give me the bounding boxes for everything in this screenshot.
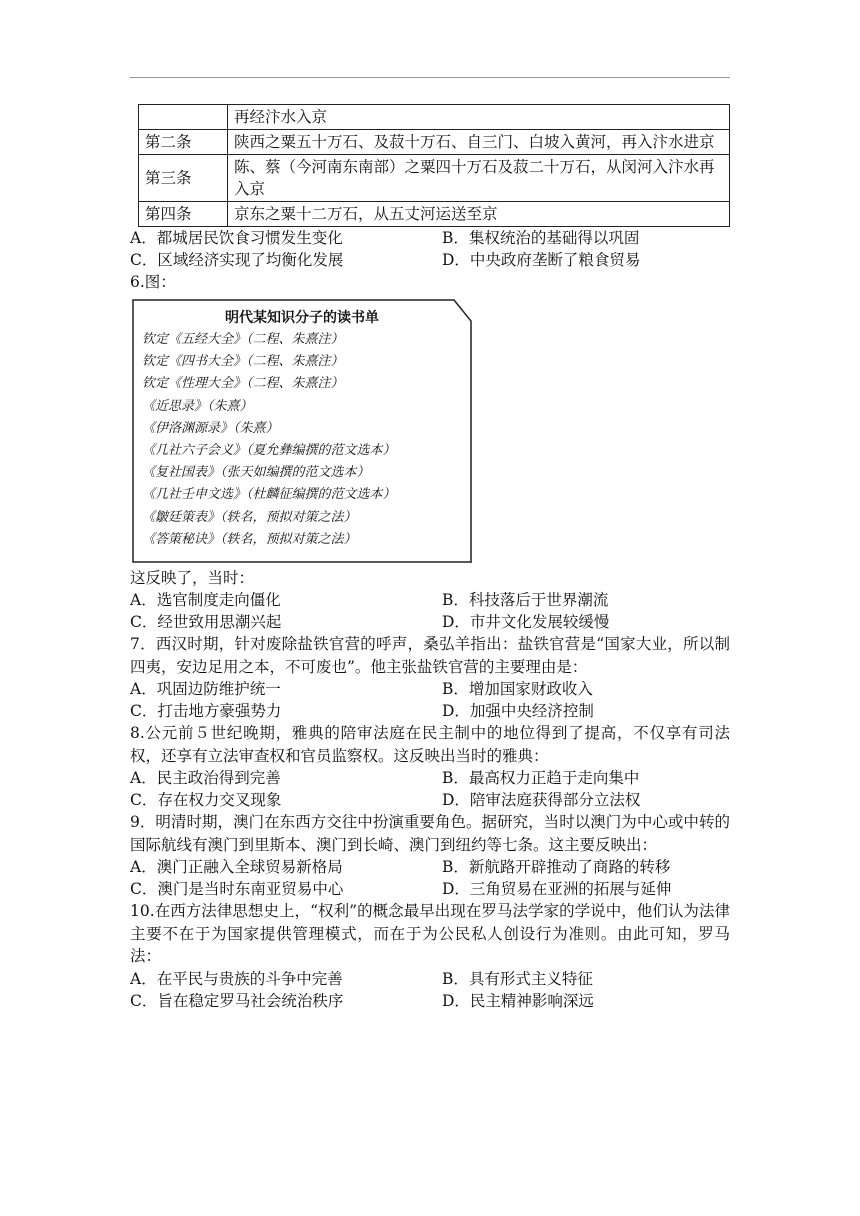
q8-stem: 8.公元前５世纪晚期，雅典的陪审法庭在民主制中的地位得到了提高，不仅享有司法权，还享有立法审查权和官员监察权。这反映出当时的雅典：: [130, 724, 730, 765]
q6-option-d: D．市井文化发展较缓慢: [442, 613, 610, 631]
figure-line: 《皺廷策表》（轶名，预拟对策之法）: [142, 509, 357, 525]
q6-option-c: C．经世致用思潮兴起: [130, 613, 282, 631]
q7-options-row-2: [130, 700, 730, 722]
q10-option-b: B．具有形式主义特征: [442, 969, 593, 988]
q10-options-row-2: [130, 990, 730, 1012]
q8-options-row-2: [130, 789, 730, 811]
q5-options-row-2: [130, 249, 730, 271]
q5-options-row-1: [130, 227, 730, 249]
figure-line: 钦定《五经大全》（二程、朱熹注）: [142, 332, 344, 347]
q9-option-b: B．新航路开辟推动了商路的转移: [442, 858, 671, 876]
figure-title: 明代某知识分子的读书单: [225, 310, 379, 326]
table-cell-label: [139, 105, 228, 130]
table-cell-label: 第四条: [139, 202, 228, 227]
figure-line: 《答策秘诀》（轶名，预拟对策之法）: [142, 531, 357, 547]
table-cell-text: 陈、蔡（今河南东南部）之粟四十万石及菽二十万石，从闵河入汴水再入京: [228, 155, 730, 202]
reading-list-figure: [132, 299, 472, 563]
q8-option-c: C．存在权力交叉现象: [130, 791, 282, 809]
q9-option-d: D．三角贸易在亚洲的拓展与延伸: [442, 880, 672, 898]
figure-line: 《复社国表》（张天如编撰的范文选本）: [142, 465, 370, 481]
q6-option-a: A．选官制度走向僵化: [130, 591, 281, 609]
table-cell-label: 第二条: [139, 130, 228, 155]
header-rule: [130, 77, 730, 78]
figure-line: 《伊洛渊源录》（朱熹）: [142, 420, 279, 436]
q7-option-a: A．巩固边防维护统一: [130, 680, 281, 698]
page-content: [130, 104, 730, 1012]
q6-stem: 6.图：: [130, 273, 176, 291]
q7-option-b: B．增加国家财政收入: [442, 680, 593, 698]
q8-option-a: A．民主政治得到完善: [130, 769, 281, 787]
q6-options-row-2: [130, 611, 730, 633]
q9-stem: 9．明清时期，澳门在东西方交往中扮演重要角色。据研究，当时以澳门为中心或中转的国际航线有澳门到里斯本、澳门到长崎、澳门到纽约等七条。这主要反映出：: [130, 813, 730, 854]
q9-options-row-2: [130, 878, 730, 900]
figure-line: 钦定《性理大全》（二程、朱熹注）: [142, 376, 344, 392]
figure-line: 《近思录》（朱熹）: [142, 398, 253, 414]
q7-options-row-1: [130, 678, 730, 700]
table-cell-text: 京东之粟十二万石，从五丈河运送至京: [228, 202, 730, 227]
q8-option-d: D．陪审法庭获得部分立法权: [442, 791, 641, 809]
table-row: [139, 155, 730, 202]
q8-option-b: B．最高权力正趋于走向集中: [442, 769, 640, 787]
q9-option-a: A．澳门正融入全球贸易新格局: [130, 858, 343, 876]
table-row: [139, 105, 730, 130]
q7-option-d: D．加强中央经济控制: [442, 702, 594, 720]
q8-options-row-1: [130, 767, 730, 789]
figure-content: [142, 307, 462, 551]
q9-option-c: C．澳门是当时东南亚贸易中心: [130, 880, 344, 898]
q7-option-c: C．打击地方豪强势力: [130, 702, 282, 720]
q10-option-c: C．旨在稳定罗马社会统治秩序: [130, 991, 344, 1010]
q6-option-b: B．科技落后于世界潮流: [442, 591, 609, 609]
q5-option-c: C．区域经济实现了均衡化发展: [130, 251, 344, 269]
figure-line: 《几社六子会义》（夏允彝编撰的范文选本）: [142, 443, 396, 459]
q10-stem: 10.在西方法律思想史上，“权利”的概念最早出现在罗马法学家的学说中，他们认为法律主要不在于为国家提供管理模式，而在于为公民私人创设行为准则。由此可知，罗马法：: [130, 902, 730, 965]
grain-transport-table: [138, 104, 730, 227]
q9-options-row-1: [130, 856, 730, 878]
table-row: [139, 202, 730, 227]
q7-stem: 7．西汉时期，针对废除盐铁官营的呼声，桑弘羊指出：盐铁官营是“国家大业，所以制四夷，安边足用之本，不可废也”。他主张盐铁官营的主要理由是：: [130, 635, 730, 676]
q5-option-a: A．都城居民饮食习惯发生变化: [130, 229, 343, 247]
figure-line: 《几社壬申文选》（杜麟征编撰的范文选本）: [142, 487, 396, 503]
q6-after-text: 这反映了，当时：: [130, 569, 255, 587]
table-cell-label: 第三条: [139, 155, 228, 202]
q10-option-a: A．在平民与贵族的斗争中完善: [130, 969, 343, 988]
q10-option-d: D．民主精神影响深远: [442, 991, 594, 1010]
q10-options-row-1: [130, 968, 730, 990]
q5-option-b: B．集权统治的基础得以巩固: [442, 229, 640, 247]
table-cell-text: 再经汴水入京: [228, 105, 730, 130]
q6-options-row-1: [130, 589, 730, 611]
table-cell-text: 陕西之粟五十万石、及菽十万石、自三门、白坡入黄河，再入汴水进京: [228, 130, 730, 155]
table-row: [139, 130, 730, 155]
figure-line: 钦定《四书大全》（二程、朱熹注）: [142, 354, 344, 370]
q5-option-d: D．中央政府垄断了粮食贸易: [442, 251, 641, 269]
